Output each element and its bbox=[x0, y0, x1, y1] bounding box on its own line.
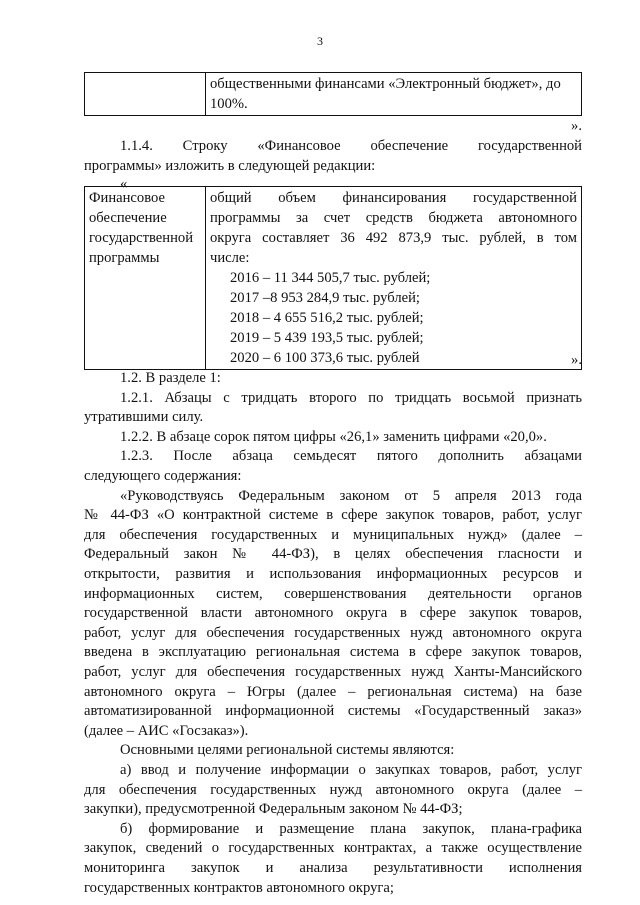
label-line: государственной bbox=[89, 230, 194, 246]
word: государственной bbox=[477, 138, 582, 154]
table-cell-text bbox=[206, 73, 582, 116]
body-line: государственной власти автономного округа в сфере закупок товаров, bbox=[84, 605, 582, 622]
body-line: для обеспечения государственных нужд автономного округа (далее – bbox=[84, 781, 582, 798]
body-line: работ, услуг для обеспечения государственных нужд автономного округа bbox=[84, 624, 582, 641]
body-line: № 44-ФЗ «О контрактной системе в сфере закупок товаров, работ, услуг bbox=[84, 507, 582, 524]
body-line: следующего содержания: bbox=[84, 468, 242, 484]
body-line: 1.2.2. В абзаце сорок пятом цифры «26,1» заменить цифрами «20,0». bbox=[120, 428, 547, 445]
body-line: утратившими силу. bbox=[84, 409, 204, 426]
year-line: 2019 – 5 439 193,5 тыс. рублей; bbox=[230, 330, 424, 346]
body-line: Основными целями региональной системы являются: bbox=[120, 742, 455, 759]
body-line: для обеспечения государственных и муниципальных нужд» (далее – bbox=[84, 526, 582, 543]
body-line: 1.2.1. Абзацы с тридцать второго по тридцать восьмой признать bbox=[120, 389, 582, 406]
body-line: открытости, развития и использования информационных ресурсов и bbox=[84, 566, 582, 582]
table-cell-label bbox=[85, 187, 206, 370]
content-line: округа составляет 36 492 873,9 тыс. рублей, в том bbox=[210, 230, 577, 246]
page-number: 3 bbox=[317, 34, 323, 48]
word: обеспечение bbox=[370, 138, 449, 154]
body-line: государственных контрактов автономного округа; bbox=[84, 879, 394, 896]
finance-table bbox=[84, 186, 582, 370]
year-line: 2020 – 6 100 373,6 тыс. рублей bbox=[230, 350, 420, 366]
table-row bbox=[85, 73, 582, 116]
opening-quote: « bbox=[120, 176, 128, 192]
body-line: б) формирование и размещение плана закупок, плана-графика bbox=[120, 820, 582, 837]
word: «Финансовое bbox=[257, 138, 341, 154]
table-cell-empty bbox=[85, 73, 206, 116]
year-line: 2018 – 4 655 516,2 тыс. рублей; bbox=[230, 310, 424, 326]
year-line: 2017 –8 953 284,9 тыс. рублей; bbox=[230, 290, 420, 306]
cell-line: 100%. bbox=[210, 96, 248, 112]
item-1-1-4-line2: программы» изложить в следующей редакции: bbox=[84, 158, 376, 174]
content-line: числе: bbox=[210, 250, 250, 266]
body-line: закупок, сведений о государственных контрактах, а также осуществление bbox=[84, 840, 582, 857]
body-line: введена в эксплуатацию региональная система в сфере закупок товаров, bbox=[84, 644, 582, 661]
top-table bbox=[84, 72, 582, 116]
word: 1.1.4. bbox=[120, 138, 153, 154]
body-line: работ, услуг для обеспечения государственных нужд Ханты-Мансийского bbox=[84, 664, 582, 680]
body-line: 1.2. В разделе 1: bbox=[120, 370, 221, 386]
content-line: программы за счет средств бюджета автономного bbox=[210, 210, 577, 226]
table-cell-content bbox=[206, 187, 582, 370]
label-line: обеспечение bbox=[89, 210, 167, 226]
body-line: мониторинга закупок и анализа результативности исполнения bbox=[84, 860, 582, 876]
content-line: общий объем финансирования государственной bbox=[210, 190, 577, 206]
table-row bbox=[85, 187, 582, 370]
body-line: (далее – АИС «Госзаказ»). bbox=[84, 722, 249, 739]
body-line: информационных систем, совершенствования деятельности органов bbox=[84, 585, 582, 602]
body-line: а) ввод и получение информации о закупках товаров, работ, услуг bbox=[120, 762, 582, 778]
label-line: Финансовое bbox=[89, 190, 165, 206]
label-line: программы bbox=[89, 250, 160, 266]
body-line: автоматизированной информационной системы «Государственный заказ» bbox=[84, 703, 582, 720]
body-line: Федеральный закон № 44-ФЗ), в целях обеспечения гласности и bbox=[84, 546, 582, 563]
item-1-1-4-line1 bbox=[120, 136, 582, 156]
body-line: 1.2.3. После абзаца семьдесят пятого дополнить абзацами bbox=[120, 448, 582, 465]
cell-line: общественными финансами «Электронный бюджет», до bbox=[210, 76, 561, 92]
body-line: «Руководствуясь Федеральным законом от 5 апреля 2013 года bbox=[120, 487, 582, 504]
closing-quote: ». bbox=[571, 118, 582, 134]
body-line: автономного округа – Югры (далее – региональная система) на базе bbox=[84, 683, 582, 700]
closing-quote: ». bbox=[571, 352, 582, 368]
year-line: 2016 – 11 344 505,7 тыс. рублей; bbox=[230, 270, 431, 286]
body-line: закупки), предусмотренной Федеральным законом № 44-ФЗ; bbox=[84, 801, 463, 818]
word: Строку bbox=[182, 138, 228, 154]
